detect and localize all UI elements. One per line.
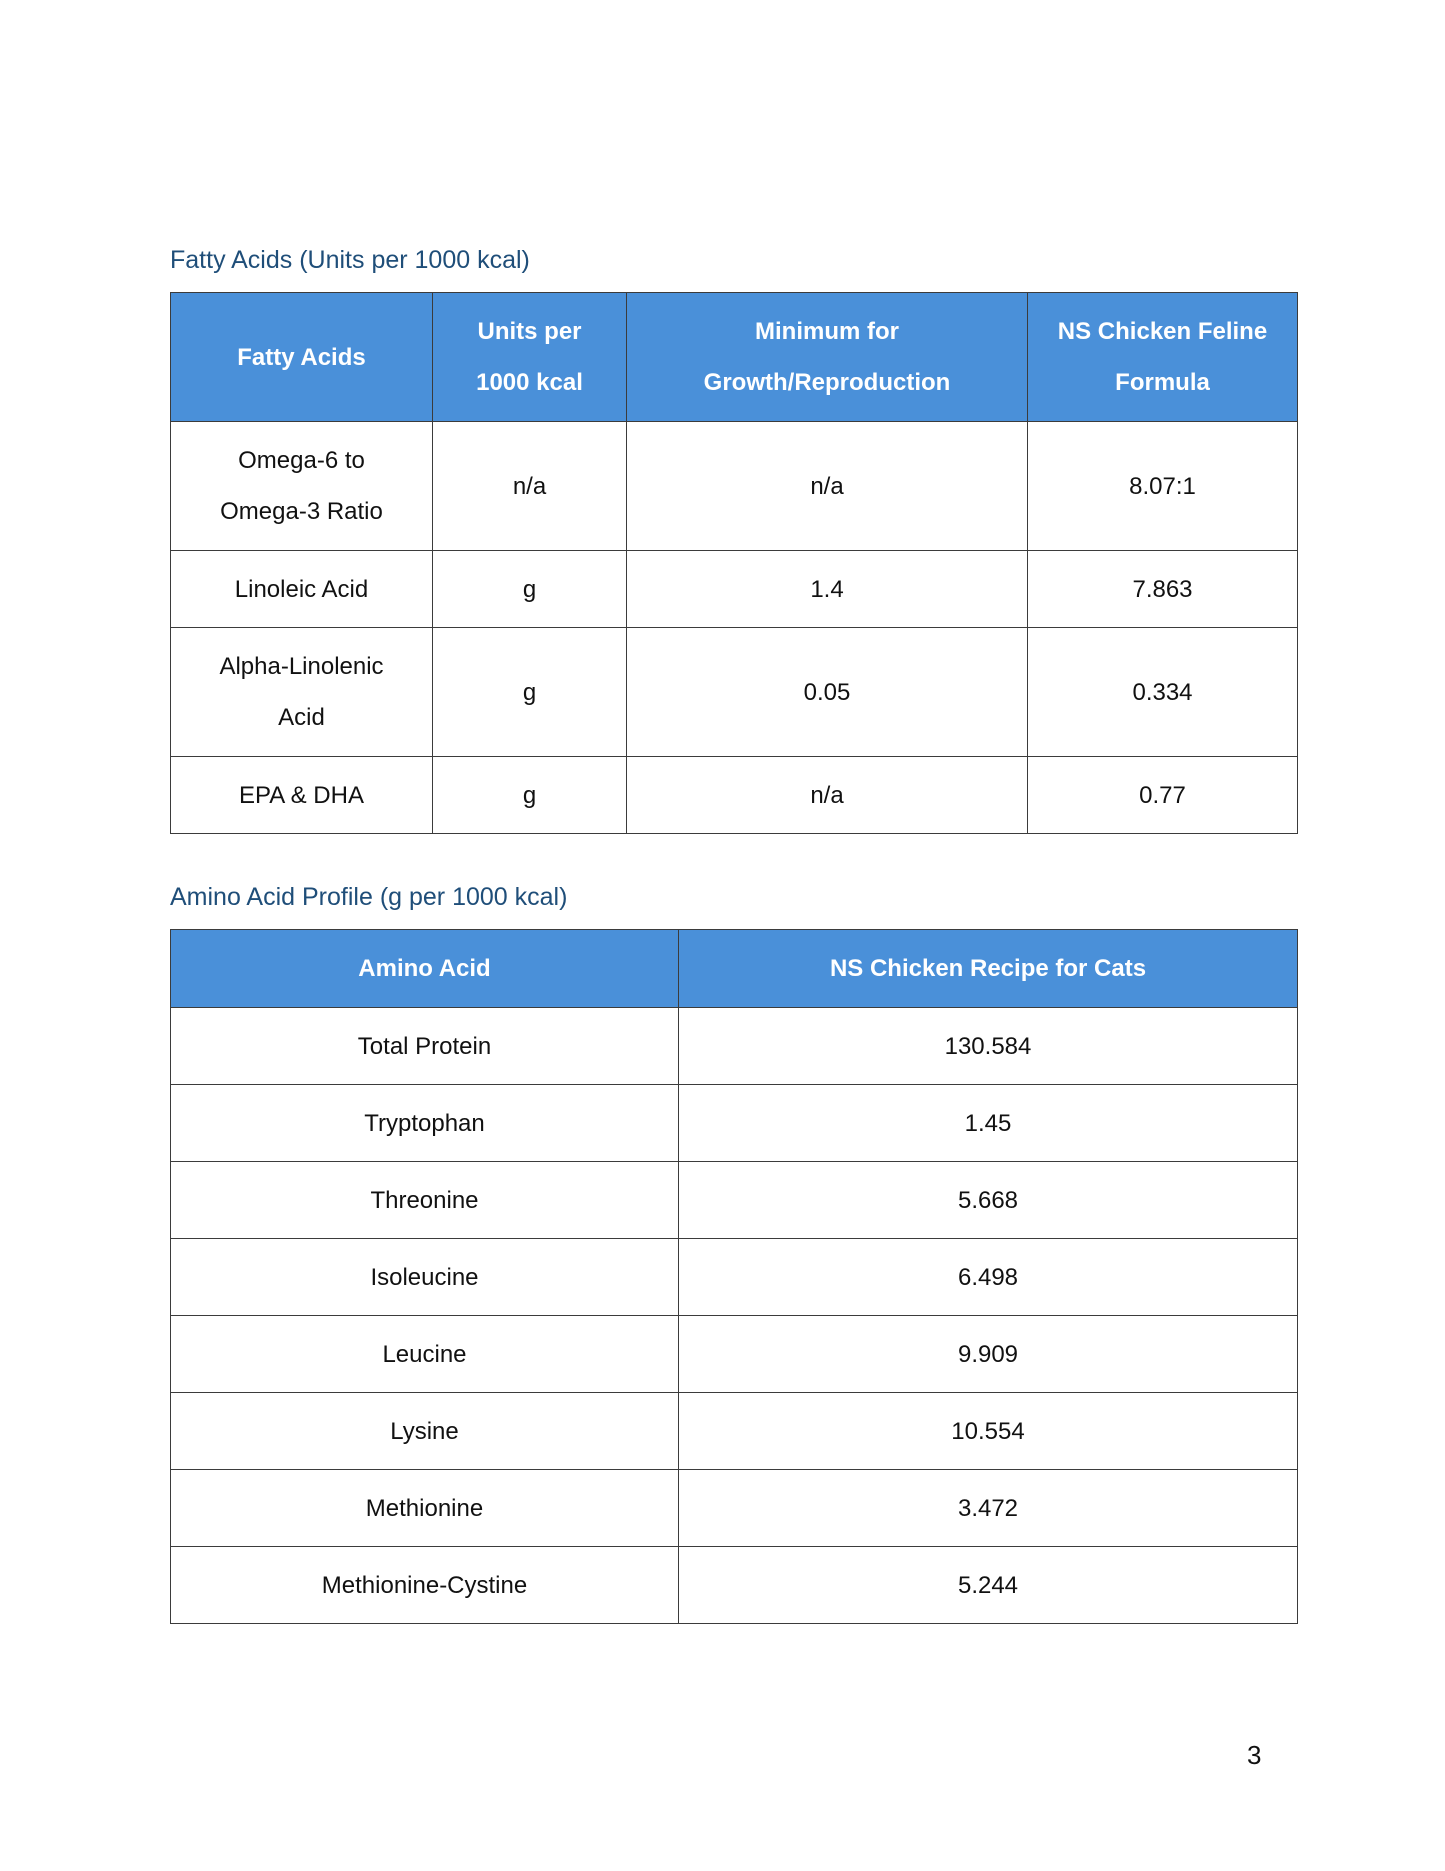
page-number: 3 <box>1247 1740 1262 1770</box>
table-cell: 5.244 <box>679 1547 1298 1624</box>
table-row <box>171 1470 1298 1547</box>
table-cell: n/a <box>433 422 627 551</box>
table-row <box>171 551 1298 628</box>
table-row <box>171 757 1298 834</box>
table-cell: 1.45 <box>679 1085 1298 1162</box>
table-cell: Alpha-Linolenic Acid <box>171 628 433 757</box>
table-row <box>171 1393 1298 1470</box>
amino-acid-section-title: Amino Acid Profile (g per 1000 kcal) <box>170 883 568 911</box>
table-cell: Methionine <box>171 1470 679 1547</box>
table-cell: 1.4 <box>627 551 1028 628</box>
table-cell: 3.472 <box>679 1470 1298 1547</box>
table-cell: Tryptophan <box>171 1085 679 1162</box>
table-row <box>171 1547 1298 1624</box>
table-cell: n/a <box>627 422 1028 551</box>
table-cell: 0.05 <box>627 628 1028 757</box>
table-cell: 6.498 <box>679 1239 1298 1316</box>
table-cell: g <box>433 757 627 834</box>
table-cell: g <box>433 551 627 628</box>
column-header: Units per 1000 kcal <box>433 293 627 422</box>
table-cell: Threonine <box>171 1162 679 1239</box>
table-cell: EPA & DHA <box>171 757 433 834</box>
table-cell: 5.668 <box>679 1162 1298 1239</box>
table-cell: Leucine <box>171 1316 679 1393</box>
table-cell: 10.554 <box>679 1393 1298 1470</box>
amino-acid-table <box>170 929 1298 1624</box>
fatty-acids-table <box>170 292 1298 834</box>
table-cell: 130.584 <box>679 1008 1298 1085</box>
table-cell: Methionine-Cystine <box>171 1547 679 1624</box>
table-cell: Lysine <box>171 1393 679 1470</box>
table-header-row <box>171 293 1298 422</box>
column-header: Fatty Acids <box>171 293 433 422</box>
table-cell: Isoleucine <box>171 1239 679 1316</box>
fatty-acids-section-title: Fatty Acids (Units per 1000 kcal) <box>170 246 530 274</box>
table-cell: 7.863 <box>1028 551 1298 628</box>
table-row <box>171 628 1298 757</box>
table-cell: n/a <box>627 757 1028 834</box>
table-row <box>171 422 1298 551</box>
column-header: NS Chicken Feline Formula <box>1028 293 1298 422</box>
column-header: Amino Acid <box>171 930 679 1008</box>
column-header: Minimum for Growth/Reproduction <box>627 293 1028 422</box>
table-cell: Total Protein <box>171 1008 679 1085</box>
table-row <box>171 1008 1298 1085</box>
table-row <box>171 1239 1298 1316</box>
table-cell: 9.909 <box>679 1316 1298 1393</box>
table-row <box>171 1085 1298 1162</box>
table-cell: 8.07:1 <box>1028 422 1298 551</box>
column-header: NS Chicken Recipe for Cats <box>679 930 1298 1008</box>
table-header-row <box>171 930 1298 1008</box>
table-cell: 0.77 <box>1028 757 1298 834</box>
table-cell: g <box>433 628 627 757</box>
table-cell: Omega-6 to Omega-3 Ratio <box>171 422 433 551</box>
table-row <box>171 1162 1298 1239</box>
table-cell: Linoleic Acid <box>171 551 433 628</box>
table-cell: 0.334 <box>1028 628 1298 757</box>
table-row <box>171 1316 1298 1393</box>
